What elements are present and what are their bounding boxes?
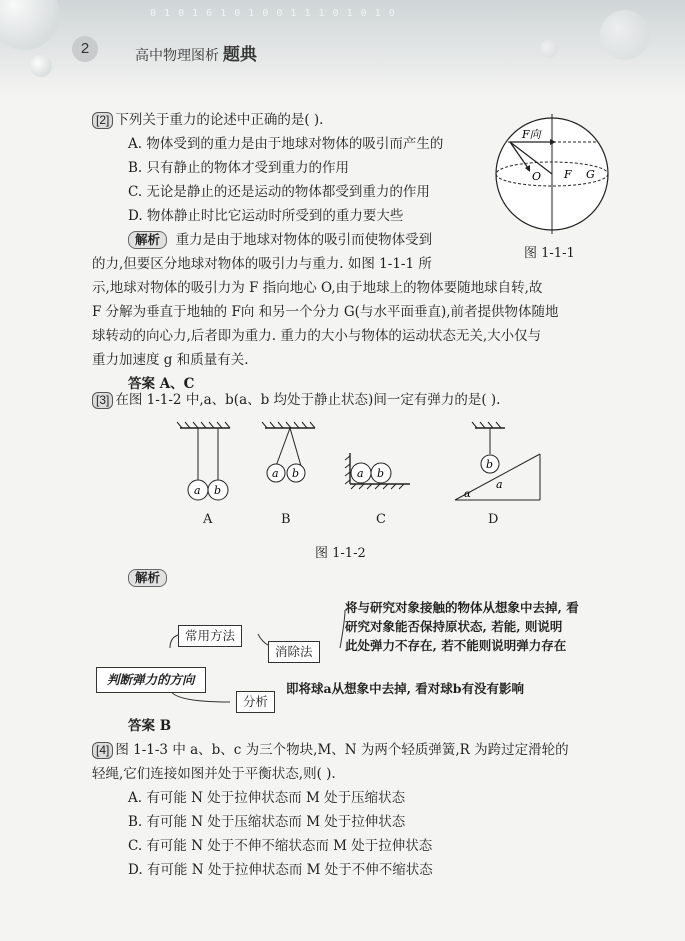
q3-answer: 答案 B — [128, 718, 172, 734]
label-g: G — [586, 168, 595, 181]
setup-c — [345, 453, 410, 489]
svg-text:a: a — [272, 467, 279, 480]
figure-1-1-1-caption: 图 1-1-1 — [524, 246, 575, 261]
mindmap-analysis-note: 即将球a从想象中去掉, 看对球b有没有影响 — [286, 681, 525, 696]
q2-analysis-line-5: 球转动的向心力,后者即为重力. 重力的大小与物体的运动状态无关,大小仅与 — [92, 328, 542, 344]
mindmap-elimination: 消除法 — [268, 641, 320, 663]
mindmap-elim-note: 将与研究对象接触的物体从想象中去掉, 看 研究对象能否保持原状态, 若能, 则说明 此处弹力不存在, 若不能则说明弹力存在 — [345, 600, 579, 653]
mindmap-method: 常用方法 — [178, 625, 242, 647]
label-c: C — [376, 512, 386, 527]
q3-stem: [3] 在图 1-1-2 中,a、b(a、b 均处于静止状态)间一定有弹力的是( ). — [92, 390, 500, 410]
q4-option-a: A. 有可能 N 处于拉伸状态而 M 处于压缩状态 — [128, 790, 406, 806]
page-header — [0, 0, 685, 95]
svg-text:α: α — [464, 489, 471, 500]
q2-analysis-line-3: 示,地球对物体的吸引力为 F 指向地心 O,由于地球上的物体要随地球自转,故 — [92, 280, 543, 296]
svg-text:b: b — [486, 458, 494, 471]
svg-text:b: b — [377, 467, 385, 480]
svg-text:b: b — [214, 484, 222, 497]
q2-option-a: A. 物体受到的重力是由于地球对物体的吸引而产生的 — [128, 136, 444, 152]
q4-stem-line-1: [4] 图 1-1-3 中 a、b、c 为三个物块,M、N 为两个轻质弹簧,R 为跨过定滑轮的 — [92, 740, 569, 760]
label-f: F — [564, 168, 572, 181]
q2-stem: [2] 下列关于重力的论述中正确的是( ). — [92, 110, 323, 130]
svg-text:a: a — [194, 484, 201, 497]
figure-1-1-2-caption: 图 1-1-2 — [315, 546, 366, 561]
book-title: 高中物理图析 题典 — [135, 45, 257, 64]
decorative-bubble — [30, 55, 52, 77]
svg-text:a: a — [496, 478, 503, 491]
header-digits: 0 1 0 1 6 1 0 1 0 0 1 1 1 0 1 0 1 0 — [150, 8, 396, 19]
figure-1-1-2-diagram — [170, 418, 570, 514]
q4-option-c: C. 有可能 N 处于不伸不缩状态而 M 处于拉伸状态 — [128, 838, 433, 854]
label-o: O — [532, 170, 542, 183]
figure-earth-diagram — [488, 112, 618, 242]
svg-text:b: b — [292, 467, 300, 480]
label-b: B — [281, 512, 291, 527]
label-f-centripetal: F向 — [522, 128, 541, 141]
q2-analysis-line-2: 的力,但要区分地球对物体的吸引力与重力. 如图 1-1-1 所 — [92, 256, 432, 272]
decorative-bubble — [540, 40, 558, 58]
q2-analysis-line-6: 重力加速度 g 和质量有关. — [92, 352, 249, 368]
q2-option-b: B. 只有静止的物体才受到重力的作用 — [128, 160, 350, 176]
label-a: A — [203, 512, 213, 527]
label-d: D — [488, 512, 499, 527]
mindmap-root: 判断弹力的方向 — [96, 667, 206, 693]
setup-b — [262, 422, 315, 482]
decorative-bubble — [0, 0, 60, 50]
decorative-bubble — [600, 10, 650, 60]
q2-answer: 答案 A、C — [128, 376, 195, 392]
svg-text:a: a — [357, 467, 364, 480]
q3-analysis-tag: 解析 — [128, 568, 167, 588]
page-number: 2 — [72, 36, 98, 62]
q4-option-d: D. 有可能 N 处于拉伸状态而 M 处于不伸不缩状态 — [128, 862, 433, 878]
q2-analysis-line-4: F 分解为垂直于地轴的 F向 和另一个分力 G(与水平面垂直),前者提供物体随地 — [92, 304, 559, 320]
q2-option-c: C. 无论是静止的还是运动的物体都受到重力的作用 — [128, 184, 430, 200]
q2-analysis-line-1: 解析 重力是由于地球对物体的吸引而使物体受到 — [128, 230, 432, 250]
setup-a — [177, 422, 230, 500]
q4-stem-line-2: 轻绳,它们连接如图并处于平衡状态,则( ). — [92, 766, 336, 782]
q4-option-b: B. 有可能 N 处于压缩状态而 M 处于拉伸状态 — [128, 814, 406, 830]
q2-option-d: D. 物体静止时比它运动时所受到的重力要大些 — [128, 208, 404, 224]
setup-d — [455, 422, 540, 500]
mindmap-analysis: 分析 — [236, 691, 275, 713]
